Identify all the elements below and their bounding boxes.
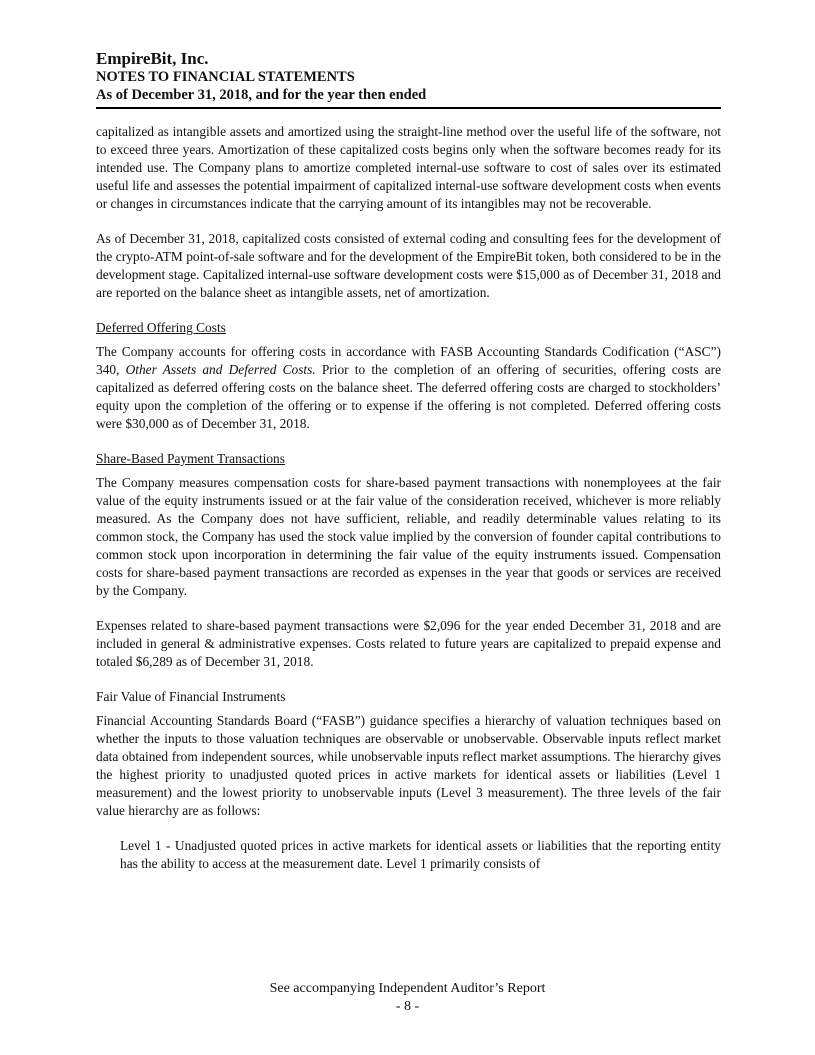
deferred-text-end: Prior to the completion of an offering of securities, offering costs are capitalized as deferred offering costs on the balance sheet. The deferred offering costs are charged to stockholders’ equity upon the completion of the offering or to expense if the offering is not completed. Deferred offering costs were $30,000 as of December 31, 2018. (96, 362, 722, 431)
heading-deferred-offering-costs: Deferred Offering Costs (96, 320, 226, 335)
paragraph-fair-value-hierarchy: Financial Accounting Standards Board (“FASB”) guidance specifies a hierarchy of valuation techniques based on whether the inputs to those valuation techniques are observable or unobservable. Observable inputs reflect market data obtained from independent sources, while unobservable inputs reflect market assumptions. The hierarchy gives the highest priority to unadjusted quoted prices in active markets for identical assets or liabilities (Level 1 measurement) and the lowest priority to unobservable inputs (Level 3 measurement). The three levels of the fair value hierarchy are as follows: (96, 713, 721, 818)
header-rule (96, 107, 721, 109)
asc-topic-title: Other Assets and Deferred Costs. (125, 362, 316, 377)
paragraph-capitalized-costs: As of December 31, 2018, capitalized costs consisted of external coding and consulting fees for the development of the crypto-ATM point-of-sale software and for the development of the EmpireBit token, both considered to be in the development stage. Capitalized internal-use software development costs were $15,000 as of December 31, 2018 and are reported on the balance sheet as intangible assets, net of amortization. (96, 231, 721, 300)
company-name: EmpireBit, Inc. (96, 49, 209, 68)
notes-body (96, 123, 721, 873)
page-header (96, 49, 721, 104)
heading-share-based-payments: Share-Based Payment Transactions (96, 451, 285, 466)
deferred-text-start: The Company accounts for offering costs in accordance with FASB Accounting Standards Codification (“ASC”) 340, (96, 344, 721, 377)
paragraph-share-based-measurement: The Company measures compensation costs for share-based payment transactions with nonemployees at the fair value of the equity instruments issued or at the fair value of the consideration received, whichever is more reliably measured. As the Company does not have sufficient, reliable, and readily determinable values relating to its common stock, the Company has used the stock value implied by the conversion of founder capital contributions to common stock upon incorporation in determining the fair value of the equity instruments issued. Compensation costs for share-based payment transactions are recorded as expenses in the year that goods or services are received by the Company. (96, 475, 721, 598)
paragraph-deferred-offering-costs (96, 343, 721, 433)
page-footer (0, 980, 815, 1016)
heading-fair-value: Fair Value of Financial Instruments (96, 689, 286, 704)
paragraph-share-based-expenses: Expenses related to share-based payment transactions were $2,096 for the year ended December 31, 2018 and are included in general & administrative expenses. Costs related to future years are capitalized to prepaid expense and totaled $6,289 as of December 31, 2018. (96, 618, 721, 669)
page-number: - 8 - (395, 999, 420, 1014)
document-title: NOTES TO FINANCIAL STATEMENTS (96, 69, 355, 85)
reporting-period: As of December 31, 2018, and for the year then ended (96, 87, 427, 103)
paragraph-level-1: Level 1 - Unadjusted quoted prices in active markets for identical assets or liabilities that the reporting entity has the ability to access at the measurement date. Level 1 primarily consists of (120, 838, 721, 871)
auditor-report-note: See accompanying Independent Auditor’s Report (269, 981, 546, 996)
paragraph-capitalized-software: capitalized as intangible assets and amortized using the straight-line method over the useful life of the software, not to exceed three years. Amortization of these capitalized costs begins only when the software becomes ready for its intended use. The Company plans to amortize completed internal-use software to cost of sales over its estimated useful life and assesses the potential impairment of capitalized internal-use software development costs when events or changes in circumstances indicate that the carrying amount of its intangibles may not be recoverable. (96, 124, 721, 211)
